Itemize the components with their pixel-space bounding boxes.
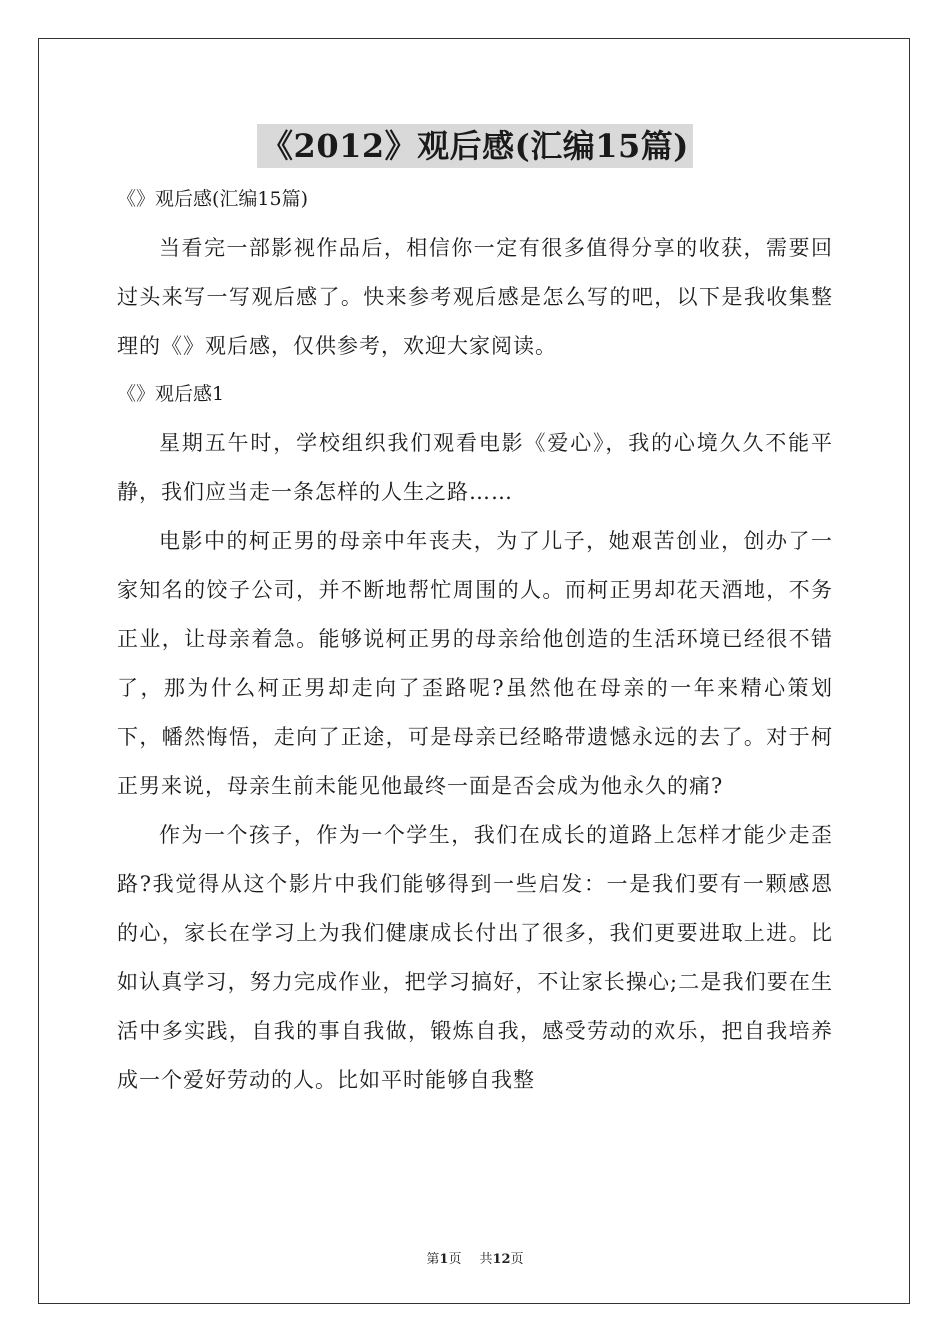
- section-heading: 《》观后感1: [117, 383, 225, 405]
- footer-total-suffix: 页: [510, 1252, 524, 1267]
- intro-paragraph: 当看完一部影视作品后，相信你一定有很多值得分享的收获，需要回过头来写一写观后感了。快来参考观后感是怎么写的吧，以下是我收集整理的《》观后感，仅供参考，欢迎大家阅读。: [117, 236, 833, 358]
- body-paragraph-1: 星期五午时，学校组织我们观看电影《爱心》，我的心境久久不能平静，我们应当走一条怎样的人生之路……: [117, 431, 833, 504]
- document-subtitle: 《》观后感(汇编15篇): [117, 188, 309, 210]
- page-footer: [0, 1248, 950, 1267]
- body-paragraph-3: 作为一个孩子，作为一个学生，我们在成长的道路上怎样才能少走歪路?我觉得从这个影片中我们能够得到一些启发：一是我们要有一颗感恩的心，家长在学习上为我们健康成长付出了很多，我们更要进取上进。比如认真学习，努力完成作业，把学习搞好，不让家长操心;二是我们要在生活中多实践，自我的事自我做，锻炼自我，感受劳动的欢乐，把自我培养成一个爱好劳动的人。比如平时能够自我整: [117, 823, 833, 1092]
- footer-page-prefix: 第: [426, 1252, 440, 1267]
- footer-page-current: 1: [439, 1252, 449, 1267]
- body-paragraph-2: 电影中的柯正男的母亲中年丧夫，为了儿子，她艰苦创业，创办了一家知名的饺子公司，并不断地帮忙周围的人。而柯正男却花天酒地，不务正业，让母亲着急。能够说柯正男的母亲给他创造的生活环境已经很不错了，那为什么柯正男却走向了歪路呢?虽然他在母亲的一年来精心策划下，幡然悔悟，走向了正途，可是母亲已经略带遗憾永远的去了。对于柯正男来说，母亲生前未能见他最终一面是否会成为他永久的痛?: [117, 529, 833, 798]
- document-title: 《2012》观后感(汇编15篇): [257, 124, 693, 168]
- footer-total-prefix: 共: [479, 1252, 493, 1267]
- title-container: [0, 124, 950, 168]
- footer-page-suffix: 页: [448, 1252, 462, 1267]
- document-body: [117, 178, 833, 1105]
- footer-page-total: 12: [492, 1252, 511, 1267]
